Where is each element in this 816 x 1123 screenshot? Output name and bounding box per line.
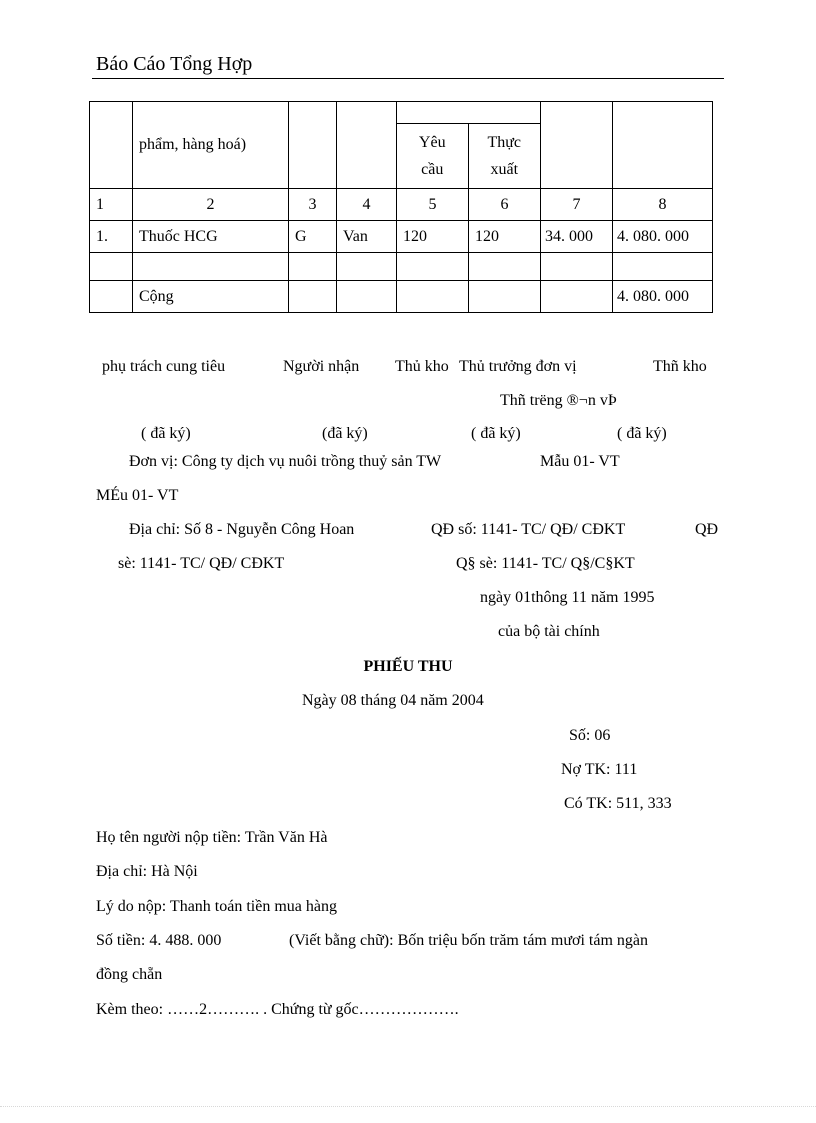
decision-number: QĐ số: 1141- TC/ QĐ/ CĐKT xyxy=(431,521,626,538)
quantity-header xyxy=(397,102,541,189)
sig-head-of-unit: Thủ trưởng đơn vị xyxy=(459,358,577,375)
item-unit: Van xyxy=(337,221,397,253)
decision-prefix: QĐ xyxy=(695,521,719,538)
signed-mark: ( đã ký) xyxy=(141,425,191,442)
debit-account: Nợ TK: 111 xyxy=(561,761,638,778)
page-bottom-border xyxy=(0,1106,816,1107)
sig-storekeeper-garbled: Thñ kho xyxy=(653,358,707,375)
total-label: Cộng xyxy=(133,281,289,313)
sig-receiver: Người nhận xyxy=(283,358,360,375)
item-required-qty: 120 xyxy=(397,221,469,253)
item-amount: 4. 080. 000 xyxy=(613,221,713,253)
header-divider xyxy=(92,78,724,79)
goods-table xyxy=(89,101,713,313)
item-actual-qty: 120 xyxy=(469,221,541,253)
column-number: 4 xyxy=(337,189,397,221)
column-number-row xyxy=(90,189,713,221)
form-number: Mẫu 01- VT xyxy=(540,453,620,470)
column-number: 1 xyxy=(90,189,133,221)
amount-in-words-cont: đồng chẵn xyxy=(96,966,163,983)
signed-mark: ( đã ký) xyxy=(471,425,521,442)
amount: Số tiền: 4. 488. 000 xyxy=(96,932,222,949)
decision-date: ngày 01thông 11 năm 1995 xyxy=(480,589,655,606)
table-cell xyxy=(613,102,713,189)
item-name-header: phẩm, hàng hoá) xyxy=(133,102,289,189)
decision-number-garbled-2: Q§ sè: 1141- TC/ Q§/C§KT xyxy=(456,555,635,572)
payment-reason: Lý do nộp: Thanh toán tiền mua hàng xyxy=(96,898,337,915)
column-number: 8 xyxy=(613,189,713,221)
payer-address: Địa chỉ: Hà Nội xyxy=(96,863,198,880)
table-total-row xyxy=(90,281,713,313)
credit-account: Có TK: 511, 333 xyxy=(564,795,672,812)
table-row xyxy=(90,221,713,253)
receipt-date: Ngày 08 tháng 04 năm 2004 xyxy=(302,692,484,709)
report-header-title: Báo Cáo Tổng Hợp xyxy=(96,53,253,75)
total-amount: 4. 080. 000 xyxy=(613,281,713,313)
amount-in-words: (Viết bằng chữ): Bốn triệu bốn trăm tám mươi tám ngàn xyxy=(289,932,648,949)
receipt-title: PHIẾU THU xyxy=(363,658,453,675)
form-number-garbled: MÉu 01- VT xyxy=(96,487,179,504)
table-cell xyxy=(90,102,133,189)
table-cell xyxy=(541,102,613,189)
column-number: 7 xyxy=(541,189,613,221)
org-unit: Đơn vị: Công ty dịch vụ nuôi trồng thuỷ sản TW xyxy=(129,453,442,470)
required-qty-header: Yêu cầu xyxy=(397,124,469,188)
column-number: 6 xyxy=(469,189,541,221)
actual-qty-header: Thực xuất xyxy=(487,133,522,178)
item-name: Thuốc HCG xyxy=(133,221,289,253)
receipt-number: Số: 06 xyxy=(569,727,611,744)
sig-storekeeper: Thủ kho xyxy=(395,358,449,375)
org-address: Địa chỉ: Số 8 - Nguyễn Công Hoan xyxy=(129,521,355,538)
table-row-empty xyxy=(90,253,713,281)
table-header-row xyxy=(90,102,713,189)
payer-name: Họ tên người nộp tiền: Trần Văn Hà xyxy=(96,829,328,846)
column-number: 5 xyxy=(397,189,469,221)
item-no: 1. xyxy=(90,221,133,253)
item-unit-price: 34. 000 xyxy=(541,221,613,253)
column-number: 3 xyxy=(289,189,337,221)
attached-documents: Kèm theo: ……2………. . Chứng từ gốc………………. xyxy=(96,1001,459,1018)
sig-supply-manager: phụ trách cung tiêu xyxy=(102,358,226,375)
table-cell xyxy=(289,102,337,189)
ministry: của bộ tài chính xyxy=(498,623,600,640)
column-number: 2 xyxy=(133,189,289,221)
table-cell xyxy=(337,102,397,189)
sig-head-garbled: Thñ trëng ®¬n vÞ xyxy=(500,392,617,409)
decision-number-garbled: sè: 1141- TC/ QĐ/ CĐKT xyxy=(118,555,285,572)
quantity-header-top xyxy=(397,102,540,124)
signed-mark: (đã ký) xyxy=(322,425,368,442)
item-code: G xyxy=(289,221,337,253)
signed-mark: ( đã ký) xyxy=(617,425,667,442)
